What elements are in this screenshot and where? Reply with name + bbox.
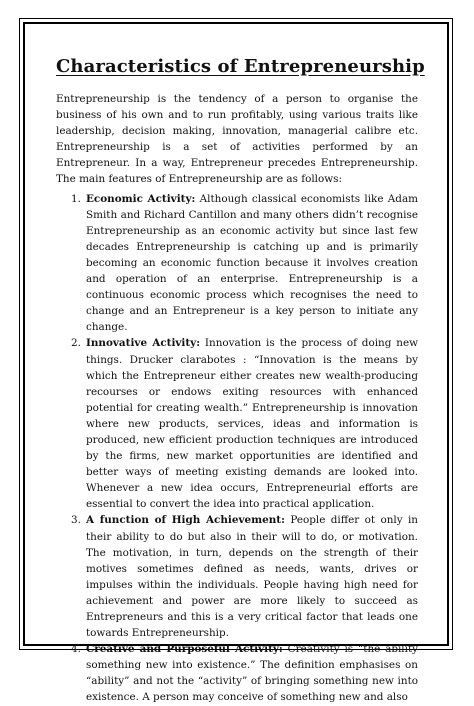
document-title: Characteristics of Entrepreneurship [56, 56, 425, 77]
document-content [56, 56, 425, 706]
list-item-creative-purposeful-activity [56, 641, 418, 705]
characteristics-list [56, 191, 418, 706]
intro-paragraph: Entrepreneurship is the tendency of a person to organise the business of his own and to run profitably, using various traits like leadership, decision making, innovation, managerial calibre etc. Entrepreneurship is a set of activities performed by an Entrepreneur. In a way, Entrepreneur precedes Entrepreneurship. The main features of Entrepreneurship are as follows: [56, 93, 418, 186]
list-item-high-achievement [56, 512, 418, 641]
list-number: 4. [71, 643, 81, 656]
list-number: 3. [71, 514, 81, 527]
item-term: Creative and Purposeful Activity: [86, 643, 283, 656]
item-text: Although classical economists like Adam Smith and Richard Cantillon and many others didn’t recognise Entrepreneurship as an economic activity but since last few decades Entrepreneurship is catching up and is primarily becoming an economic function because it involves creation and operation of an enterprise. Entrepreneurship is a continuous economic process which recognises the need to change and an Entrepreneur is a key person to initiate any change. [86, 192, 418, 334]
item-term: A function of High Achievement: [86, 514, 285, 527]
item-text: Creativity is “the ability something new into existence.” The definition emphasises on “ability” and not the “activity” of bringing something new into existence. A person may conceive of something new and also [86, 643, 418, 704]
list-number: 2. [71, 337, 81, 350]
item-term: Innovative Activity: [86, 337, 201, 350]
item-term: Economic Activity: [86, 192, 196, 205]
item-text: People differ ot only in their ability to do but also in their will to do, or motivation. The motivation, in turn, depends on the strength of their motives sometimes defined as needs, wants, drives or impulses within the individuals. People having high need for achievement and power are more likely to succeed as Entrepreneurs and this is a very critical factor that leads one towards Entrepreneurship. [86, 514, 418, 640]
list-item-innovative-activity [56, 335, 418, 512]
item-text: Innovation is the process of doing new things. Drucker clarabotes : “Innovation is the means by which the Entrepreneur either creates new wealth-producing recourses or endows exiting resources with enhanced potential for creating wealth.” Entrepreneurship is innovation where new products, services, ideas and information is produced, new efficient production techniques are introduced by the firms, new market opportunities are identified and better ways of meeting existing demands are looked into. Whenever a new idea occurs, Entrepreneurial efforts are essential to convert the idea into practical application. [86, 337, 418, 511]
list-item-economic-activity [56, 191, 418, 336]
list-number: 1. [71, 192, 81, 205]
